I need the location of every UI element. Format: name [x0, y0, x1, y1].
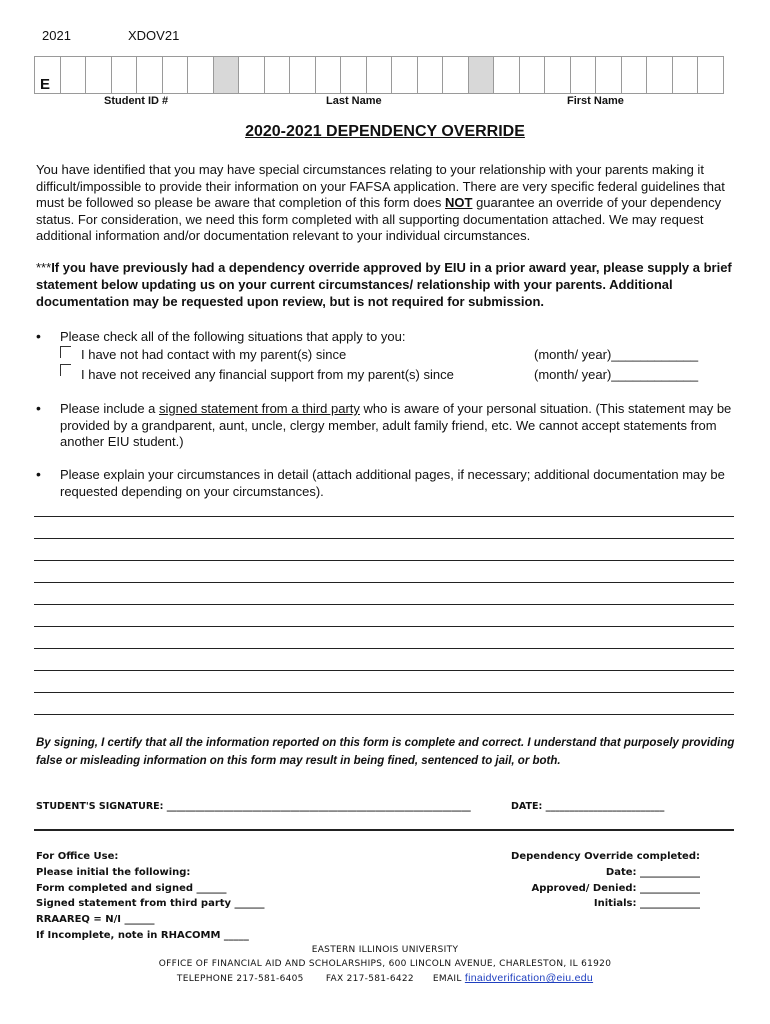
- intro-text-end: guarantee an override of your dependency status. For consideration, we need this form completed with all supporting documentation attached. We may request additional information and/or documentation relevant to your individual circumstances.: [36, 195, 722, 243]
- explanation-line[interactable]: [34, 560, 734, 561]
- explanation-line[interactable]: [34, 648, 734, 649]
- office-initial-instructions: Please initial the following:: [36, 866, 191, 878]
- note-text: If you have previously had a dependency override approved by EIU in a prior award year, please supply a brief statement below updating us on your current circumstances/ relationship with your parents. Additional documentation may be requested upon review, but is not required for submission.: [36, 260, 732, 309]
- grid-cell[interactable]: [61, 56, 87, 94]
- grid-cell[interactable]: [188, 56, 214, 94]
- university-name: EASTERN ILLINOIS UNIVERSITY: [311, 945, 459, 955]
- third-party-statement-initials[interactable]: Signed statement from third party ______: [36, 898, 265, 910]
- bullet-icon: •: [36, 400, 41, 416]
- page-title: 2020-2021 DEPENDENCY OVERRIDE: [245, 123, 525, 140]
- office-address: OFFICE OF FINANCIAL AID AND SCHOLARSHIPS, 600 LINCOLN AVENUE, CHARLESTON, IL 61920: [158, 959, 612, 969]
- certification-statement: By signing, I certify that all the information reported on this form is complete and correct. I understand that purposely providing false or misleading information on this form may result in being fined, sentenced to jail, or both.: [36, 737, 735, 767]
- grid-cell[interactable]: [316, 56, 342, 94]
- grid-cell[interactable]: [392, 56, 418, 94]
- explanation-line[interactable]: [34, 538, 734, 539]
- grid-cell[interactable]: [239, 56, 265, 94]
- override-date-field[interactable]: Date: ____________: [605, 866, 700, 878]
- grid-cell[interactable]: [86, 56, 112, 94]
- intro-text-start: You have identified that you may have special circumstances relating to your relationship with your parents making it difficult/impossible to provide their information on your FAFSA application. There are very specific federal guidelines that must be followed so please be aware that completion of this form does: [36, 162, 725, 210]
- grid-cell[interactable]: [571, 56, 597, 94]
- first-name-label: First Name: [567, 95, 624, 107]
- grid-cell[interactable]: [137, 56, 163, 94]
- grid-cell[interactable]: [290, 56, 316, 94]
- checklist-intro: Please check all of the following situations that apply to you:: [60, 329, 406, 344]
- prior-override-note: [36, 259, 736, 310]
- office-use-block: [36, 849, 265, 944]
- grid-cell[interactable]: [545, 56, 571, 94]
- explanation-line[interactable]: [34, 626, 734, 627]
- third-party-text-end: who is aware of your personal situation. (This statement may be provided by a grandparent, aunt, uncle, clergy member, adult family friend, etc. We cannot accept statements from another EIU student.): [60, 401, 732, 449]
- explanation-line[interactable]: [34, 692, 734, 693]
- grid-cell[interactable]: [112, 56, 138, 94]
- explanation-line[interactable]: [34, 714, 734, 715]
- bullet-icon: •: [36, 466, 41, 482]
- explanation-line[interactable]: [34, 670, 734, 671]
- signature-field[interactable]: STUDENT'S SIGNATURE: ________________________________________________________________: [36, 801, 471, 812]
- no-contact-checkbox[interactable]: [60, 346, 71, 358]
- explain-instructions: Please explain your circumstances in detail (attach additional pages, if necessary; additional documentation may be requested depending on your circumstances).: [60, 467, 725, 499]
- no-contact-date-field[interactable]: (month/ year)____________: [534, 347, 699, 362]
- override-completion-block: [511, 849, 700, 912]
- grid-cell[interactable]: [367, 56, 393, 94]
- grid-cell[interactable]: [698, 56, 724, 94]
- explanation-line[interactable]: [34, 604, 734, 605]
- last-name-label: Last Name: [326, 95, 382, 107]
- note-asterisks: ***: [36, 260, 52, 275]
- approved-denied-field[interactable]: Approved/ Denied: ____________: [531, 882, 700, 894]
- no-support-date-field[interactable]: (month/ year)____________: [534, 367, 699, 382]
- id-prefix: E: [40, 76, 51, 93]
- third-party-emphasis: signed statement from a third party: [159, 401, 360, 416]
- explanation-line[interactable]: [34, 582, 734, 583]
- grid-cell[interactable]: [622, 56, 648, 94]
- intro-paragraph: [36, 162, 736, 245]
- override-completed-heading: Dependency Override completed:: [511, 851, 700, 862]
- intro-emphasis: NOT: [445, 195, 473, 210]
- email-label: EMAIL: [432, 974, 462, 984]
- grid-cell[interactable]: [163, 56, 189, 94]
- office-use-heading: For Office Use:: [36, 851, 119, 862]
- grid-cell[interactable]: [469, 56, 495, 94]
- initials-field[interactable]: Initials: ____________: [593, 898, 700, 910]
- grid-cell[interactable]: [214, 56, 240, 94]
- no-support-text: I have not received any financial support from my parent(s) since: [81, 367, 454, 382]
- grid-cell[interactable]: [596, 56, 622, 94]
- explanation-line[interactable]: [34, 516, 734, 517]
- rraareq-initials[interactable]: RRAAREQ = N/I ______: [36, 914, 155, 926]
- grid-cell[interactable]: [265, 56, 291, 94]
- signature-date-field[interactable]: DATE: _________________________: [511, 801, 665, 812]
- contact-line: [0, 971, 770, 986]
- grid-cell[interactable]: [341, 56, 367, 94]
- no-contact-text: I have not had contact with my parent(s) since: [81, 347, 347, 362]
- third-party-text-start: Please include a: [60, 401, 160, 416]
- grid-cell[interactable]: [647, 56, 673, 94]
- email-link[interactable]: finaidverification@eiu.edu: [464, 972, 594, 984]
- section-divider: [34, 829, 734, 831]
- grid-cell[interactable]: [520, 56, 546, 94]
- no-support-checkbox[interactable]: [60, 364, 71, 376]
- telephone: TELEPHONE 217-581-6405: [176, 974, 304, 984]
- bullet-icon: •: [36, 328, 41, 344]
- grid-cell[interactable]: [443, 56, 469, 94]
- student-id-name-grid[interactable]: [34, 56, 724, 94]
- fax: FAX 217-581-6422: [325, 974, 414, 984]
- third-party-paragraph: [60, 401, 740, 451]
- student-id-label: Student ID #: [104, 95, 169, 107]
- grid-cell[interactable]: [418, 56, 444, 94]
- footer: [0, 943, 770, 986]
- form-year: 2021: [42, 28, 71, 43]
- form-completed-initials[interactable]: Form completed and signed ______: [36, 882, 227, 894]
- grid-cell[interactable]: [494, 56, 520, 94]
- form-code: XDOV21: [128, 28, 180, 43]
- grid-cell[interactable]: [673, 56, 699, 94]
- rhacomm-note[interactable]: If Incomplete, note in RHACOMM _____: [36, 929, 249, 941]
